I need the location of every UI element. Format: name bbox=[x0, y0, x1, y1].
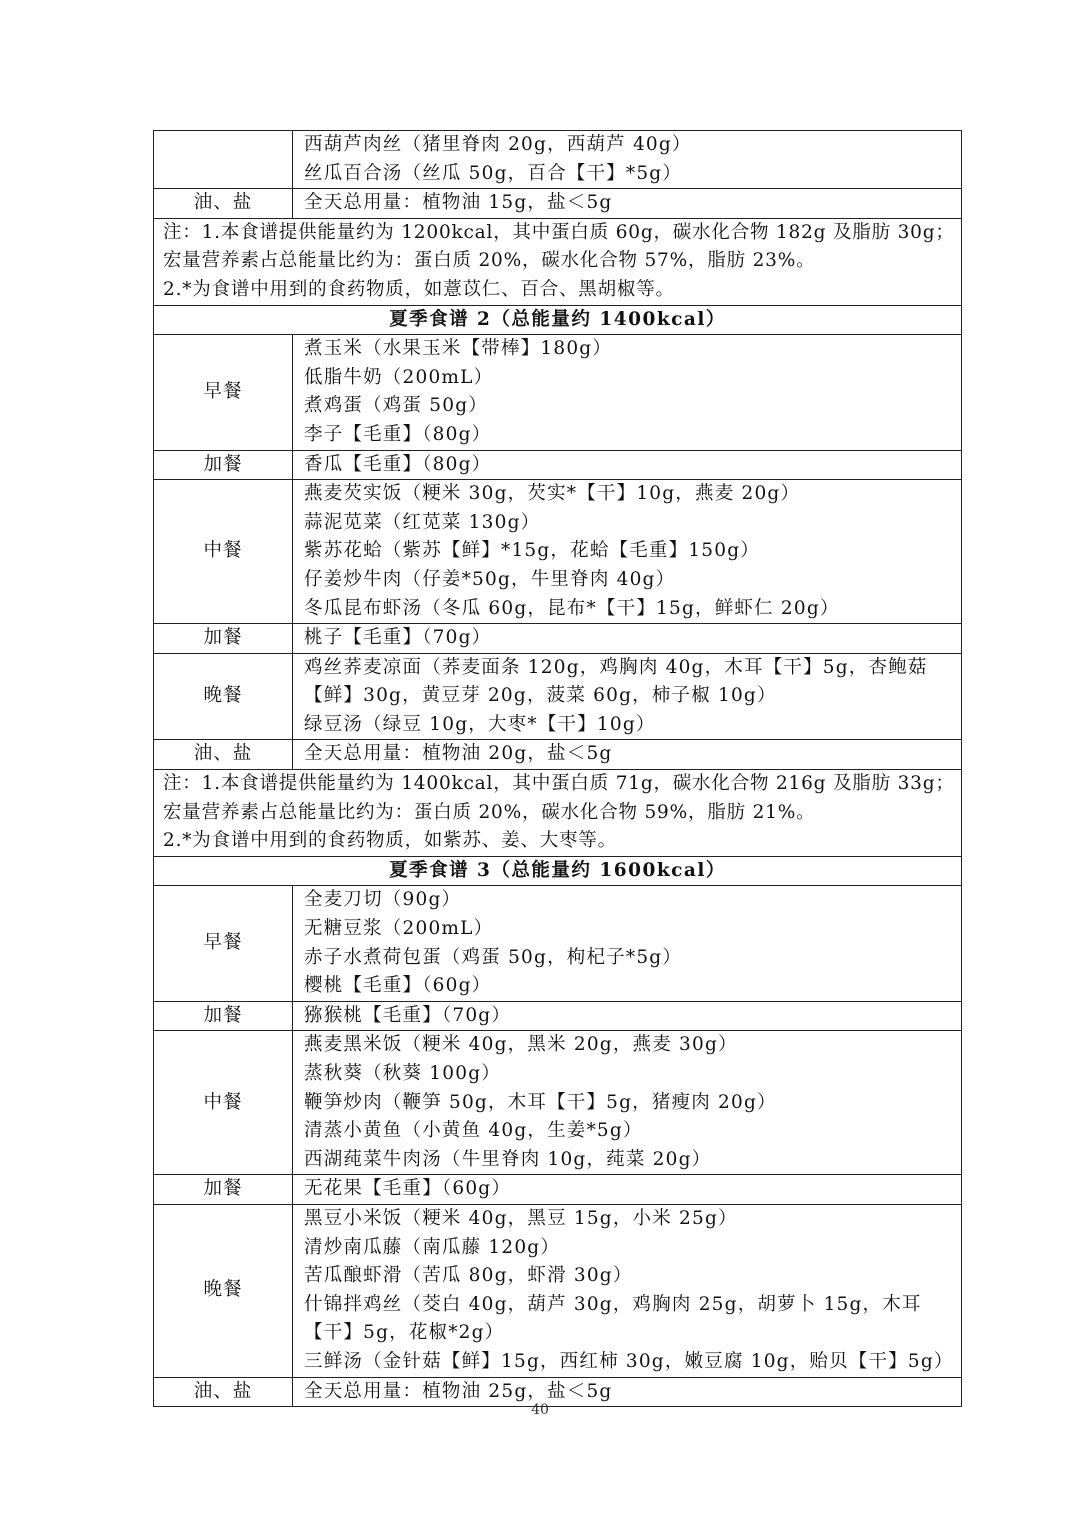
page-number: 40 bbox=[531, 1402, 549, 1418]
note-line: 2.*为食谱中用到的食药物质，如薏苡仁、百合、黑胡椒等。 bbox=[163, 278, 675, 300]
meal-row bbox=[154, 740, 962, 770]
meal-items bbox=[293, 886, 962, 1001]
meal-row bbox=[154, 335, 962, 450]
dish-item: 赤子水煮荷包蛋（鸡蛋 50g，枸杞子*5g） bbox=[304, 946, 683, 968]
meal-items bbox=[293, 450, 962, 480]
dish-item: 黑豆小米饭（粳米 40g，黑豆 15g，小米 25g） bbox=[304, 1207, 738, 1229]
meal-row bbox=[154, 886, 962, 1001]
dish-item: 李子【毛重】（80g） bbox=[304, 423, 492, 445]
meal-items bbox=[293, 189, 962, 219]
meal-label: 加餐 bbox=[154, 450, 293, 480]
dish-item: 无糖豆浆（200mL） bbox=[304, 918, 494, 940]
recipe-title: 夏季食谱 2（总能量约 1400kcal） bbox=[154, 305, 962, 335]
dish-item: 鸡丝荞麦凉面（荞麦面条 120g，鸡胸肉 40g，木耳【干】5g，杏鲍菇【鲜】30g，黄豆芽 20g，菠菜 60g，柿子椒 10g） bbox=[304, 656, 928, 707]
meal-label: 油、盐 bbox=[154, 1377, 293, 1407]
note-line: 注：1.本食谱提供能量约为 1400kcal，其中蛋白质 71g，碳水化合物 216g 及脂肪 33g；宏量营养素占总能量比约为：蛋白质 20%，碳水化合物 59%，脂肪 21%。 bbox=[163, 773, 955, 823]
meal-label: 加餐 bbox=[154, 624, 293, 654]
dish-item: 冬瓜昆布虾汤（冬瓜 60g，昆布*【干】15g，鲜虾仁 20g） bbox=[304, 597, 840, 619]
dish-item: 紫苏花蛤（紫苏【鲜】*15g，花蛤【毛重】150g） bbox=[304, 540, 760, 562]
dish-item: 香瓜【毛重】（80g） bbox=[304, 453, 492, 475]
dish-item: 煮鸡蛋（鸡蛋 50g） bbox=[304, 395, 488, 417]
dish-item: 苦瓜酿虾滑（苦瓜 80g，虾滑 30g） bbox=[304, 1265, 633, 1287]
meal-plan-table bbox=[153, 130, 962, 1407]
meal-row bbox=[154, 450, 962, 480]
meal-row bbox=[154, 1001, 962, 1031]
dish-item: 清炒南瓜藤（南瓜藤 120g） bbox=[304, 1236, 561, 1258]
dish-item: 西葫芦肉丝（猪里脊肉 20g，西葫芦 40g） bbox=[304, 134, 692, 155]
meal-items bbox=[293, 1175, 962, 1205]
meal-items bbox=[293, 480, 962, 624]
meal-label: 早餐 bbox=[154, 886, 293, 1001]
dish-item: 蒜泥苋菜（红苋菜 130g） bbox=[304, 511, 541, 533]
meal-row bbox=[154, 1031, 962, 1175]
meal-items bbox=[293, 624, 962, 654]
dish-item: 燕麦黑米饭（粳米 40g，黑米 20g，燕麦 30g） bbox=[304, 1034, 738, 1056]
note-line: 2.*为食谱中用到的食药物质，如紫苏、姜、大枣等。 bbox=[163, 830, 617, 852]
meal-row bbox=[154, 131, 962, 189]
recipe-note bbox=[154, 218, 962, 305]
dish-item: 清蒸小黄鱼（小黄鱼 40g，生姜*5g） bbox=[304, 1120, 643, 1142]
dish-item: 桃子【毛重】（70g） bbox=[304, 627, 492, 649]
meal-label: 晚餐 bbox=[154, 653, 293, 740]
meal-label: 晚餐 bbox=[154, 1204, 293, 1377]
dish-item: 全天总用量：植物油 20g，盐＜5g bbox=[304, 743, 613, 765]
dish-item: 西湖莼菜牛肉汤（牛里脊肉 10g，莼菜 20g） bbox=[304, 1148, 712, 1170]
meal-label: 早餐 bbox=[154, 335, 293, 450]
dish-item: 全天总用量：植物油 25g，盐＜5g bbox=[304, 1380, 613, 1402]
dish-item: 仔姜炒牛肉（仔姜*50g，牛里脊肉 40g） bbox=[304, 568, 676, 590]
dish-item: 什锦拌鸡丝（茭白 40g，葫芦 30g，鸡胸肉 25g，胡萝卜 15g，木耳【干】5g，花椒*2g） bbox=[304, 1293, 922, 1344]
dish-item: 蒸秋葵（秋葵 100g） bbox=[304, 1063, 501, 1084]
meal-row bbox=[154, 189, 962, 219]
dish-item: 煮玉米（水果玉米【带棒】180g） bbox=[304, 338, 613, 360]
meal-row bbox=[154, 1204, 962, 1377]
recipe-note-row bbox=[154, 770, 962, 857]
meal-items bbox=[293, 1001, 962, 1031]
meal-row bbox=[154, 1175, 962, 1205]
meal-plan-table-body bbox=[154, 131, 962, 1407]
note-line: 注：1.本食谱提供能量约为 1200kcal，其中蛋白质 60g，碳水化合物 182g 及脂肪 30g；宏量营养素占总能量比约为：蛋白质 20%，碳水化合物 57%，脂肪 23%。 bbox=[163, 221, 955, 272]
meal-label bbox=[154, 131, 293, 189]
meal-label: 加餐 bbox=[154, 1001, 293, 1031]
meal-items bbox=[293, 653, 962, 740]
meal-items bbox=[293, 740, 962, 770]
dish-item: 全天总用量：植物油 15g，盐＜5g bbox=[304, 192, 613, 214]
dish-item: 全麦刀切（90g） bbox=[304, 889, 462, 911]
dish-item: 三鲜汤（金针菇【鲜】15g，西红柿 30g，嫩豆腐 10g，贻贝【干】5g） bbox=[304, 1350, 954, 1372]
meal-items bbox=[293, 335, 962, 450]
dish-item: 猕猴桃【毛重】（70g） bbox=[304, 1004, 512, 1026]
meal-row bbox=[154, 653, 962, 740]
dish-item: 燕麦芡实饭（粳米 30g，芡实*【干】10g，燕麦 20g） bbox=[304, 483, 801, 505]
meal-label: 油、盐 bbox=[154, 740, 293, 770]
dish-item: 绿豆汤（绿豆 10g，大枣*【干】10g） bbox=[304, 713, 656, 735]
dish-item: 樱桃【毛重】（60g） bbox=[304, 975, 492, 997]
meal-label: 油、盐 bbox=[154, 189, 293, 219]
dish-item: 低脂牛奶（200mL） bbox=[304, 366, 494, 388]
recipe-title-row bbox=[154, 305, 962, 335]
dish-item: 无花果【毛重】（60g） bbox=[304, 1178, 512, 1200]
meal-row bbox=[154, 624, 962, 654]
recipe-title-row bbox=[154, 856, 962, 886]
meal-items bbox=[293, 131, 962, 189]
recipe-note-row bbox=[154, 218, 962, 305]
meal-label: 中餐 bbox=[154, 1031, 293, 1175]
meal-items bbox=[293, 1204, 962, 1377]
meal-label: 中餐 bbox=[154, 480, 293, 624]
meal-items bbox=[293, 1031, 962, 1175]
dish-item: 丝瓜百合汤（丝瓜 50g，百合【干】*5g） bbox=[304, 162, 683, 184]
recipe-note bbox=[154, 770, 962, 857]
recipe-title: 夏季食谱 3（总能量约 1600kcal） bbox=[154, 856, 962, 886]
meal-row bbox=[154, 480, 962, 624]
meal-label: 加餐 bbox=[154, 1175, 293, 1205]
dish-item: 鞭笋炒肉（鞭笋 50g，木耳【干】5g，猪瘦肉 20g） bbox=[304, 1091, 777, 1113]
